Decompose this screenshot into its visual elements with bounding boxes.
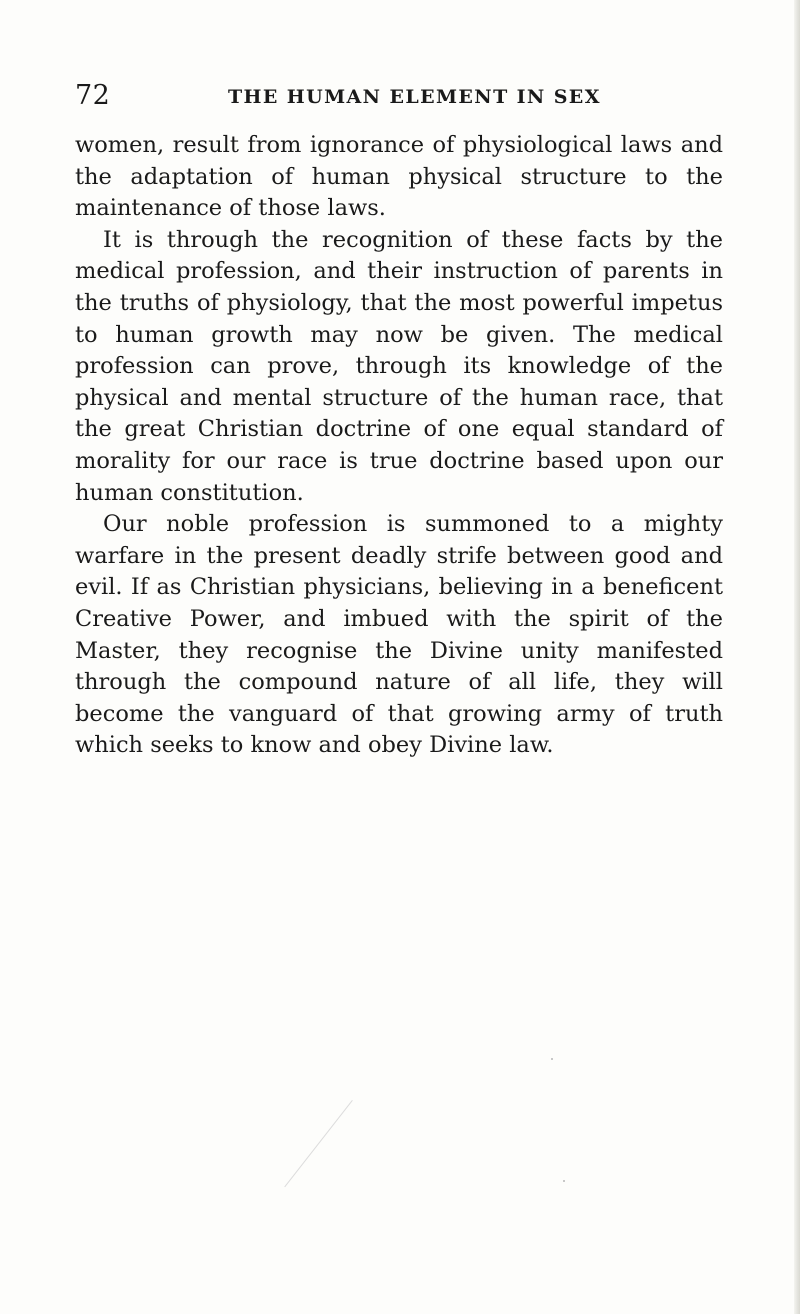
paper-speck (551, 1058, 553, 1060)
page-number: 72 (75, 80, 111, 111)
paper-fold-mark (284, 1100, 353, 1187)
paragraph: Our noble profession is summoned to a mighty warfare in the present deadly strife between good and evil. If as Christian physicians, believing in a beneficent Creative Power, and imbued with the spirit of the Master, they recognise the Divine unity manifested through the compound nature of all life, they will become the vanguard of that growing army of truth which seeks to know and obey Divine law. (75, 511, 723, 759)
running-title: THE HUMAN ELEMENT IN SEX (228, 86, 601, 108)
body-text (75, 130, 723, 762)
page-edge-shadow (794, 0, 800, 1314)
paper-speck (563, 1180, 565, 1182)
page-header (75, 78, 725, 114)
paragraph: It is through the recognition of these facts by the medical profession, and their instruction of parents in the truths of physiology, that the most powerful impetus to human growth may now be given. The medical profession can prove, through its knowledge of the physical and mental structure of the human race, that the great Christian doctrine of one equal standard of morality for our race is true doctrine based upon our human constitution. (75, 226, 723, 506)
paragraph-continued: women, result from ignorance of physiological laws and the adaptation of human physical structure to the maintenance of those laws. (75, 132, 723, 222)
